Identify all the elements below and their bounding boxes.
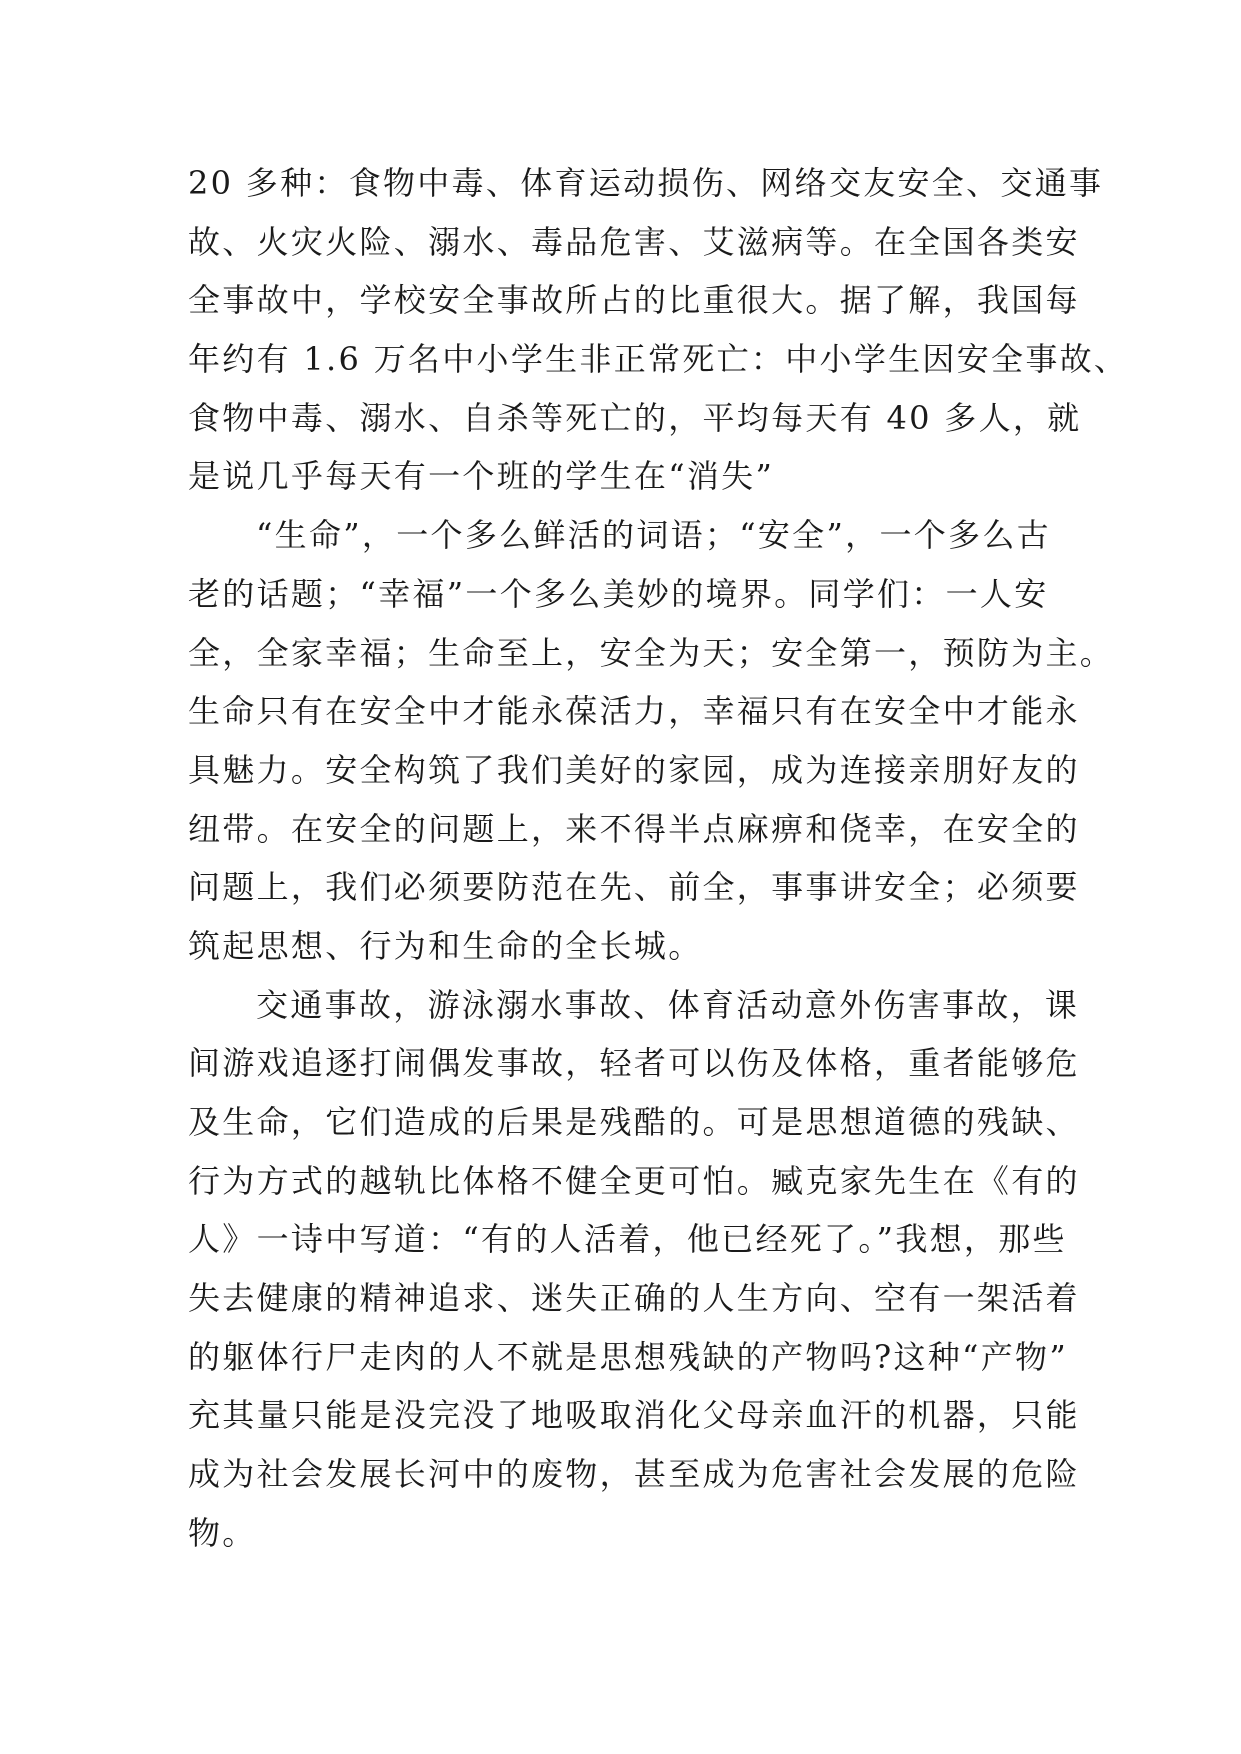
text-line: 行为方式的越轨比体格不健全更可怕。臧克家先生在《有的 — [188, 1161, 1080, 1200]
paragraph-3 — [188, 976, 1080, 1563]
body-text — [188, 154, 1129, 1563]
text-line: 全，全家幸福；生命至上，安全为天；安全第一，预防为主。 — [188, 633, 1115, 672]
paragraph-2 — [188, 506, 1115, 976]
text-line: 物。 — [188, 1513, 257, 1552]
text-line: 食物中毒、溺水、自杀等死亡的，平均每天有 40 多人，就 — [188, 398, 1082, 437]
text-line: 交通事故，游泳溺水事故、体育活动意外伤害事故，课 — [256, 985, 1080, 1024]
text-line: 成为社会发展长河中的废物，甚至成为危害社会发展的危险 — [188, 1455, 1080, 1494]
text-line: 20 多种：食物中毒、体育运动损伤、网络交友安全、交通事 — [188, 164, 1104, 202]
text-line: 失去健康的精神追求、迷失正确的人生方向、空有一架活着 — [188, 1279, 1080, 1318]
text-line: 人》一诗中写道：“有的人活着，他已经死了。”我想，那些 — [188, 1220, 1067, 1259]
text-line: “生命”，一个多么鲜活的词语；“安全”，一个多么古 — [256, 516, 1051, 555]
text-line: 间游戏追逐打闹偶发事故，轻者可以伤及体格，重者能够危 — [188, 1044, 1080, 1083]
text-line: 全事故中，学校安全事故所占的比重很大。据了解，我国每 — [188, 281, 1080, 320]
text-line: 具魅力。安全构筑了我们美好的家园，成为连接亲朋好友的 — [188, 750, 1080, 789]
text-line: 问题上，我们必须要防范在先、前全，事事讲安全；必须要 — [188, 868, 1080, 907]
text-line: 及生命，它们造成的后果是残酷的。可是思想道德的残缺、 — [188, 1103, 1080, 1141]
text-line: 是说几乎每天有一个班的学生在“消失” — [188, 457, 775, 496]
paragraph-1 — [188, 154, 1129, 506]
text-line: 充其量只能是没完没了地吸取消化父母亲血汗的机器，只能 — [188, 1396, 1080, 1435]
text-line: 筑起思想、行为和生命的全长城。 — [188, 926, 703, 965]
text-line: 老的话题；“幸福”一个多么美妙的境界。同学们：一人安 — [188, 574, 1049, 613]
text-line: 故、火灾火险、溺水、毒品危害、艾滋病等。在全国各类安 — [188, 222, 1080, 261]
text-line: 年约有 1.6 万名中小学生非正常死亡：中小学生因安全事故、 — [188, 340, 1129, 379]
text-line: 生命只有在安全中才能永葆活力，幸福只有在安全中才能永 — [188, 692, 1080, 731]
text-line: 纽带。在安全的问题上，来不得半点麻痹和侥幸，在安全的 — [188, 809, 1080, 848]
text-line: 的躯体行尸走肉的人不就是思想残缺的产物吗?这种“产物” — [188, 1337, 1068, 1376]
